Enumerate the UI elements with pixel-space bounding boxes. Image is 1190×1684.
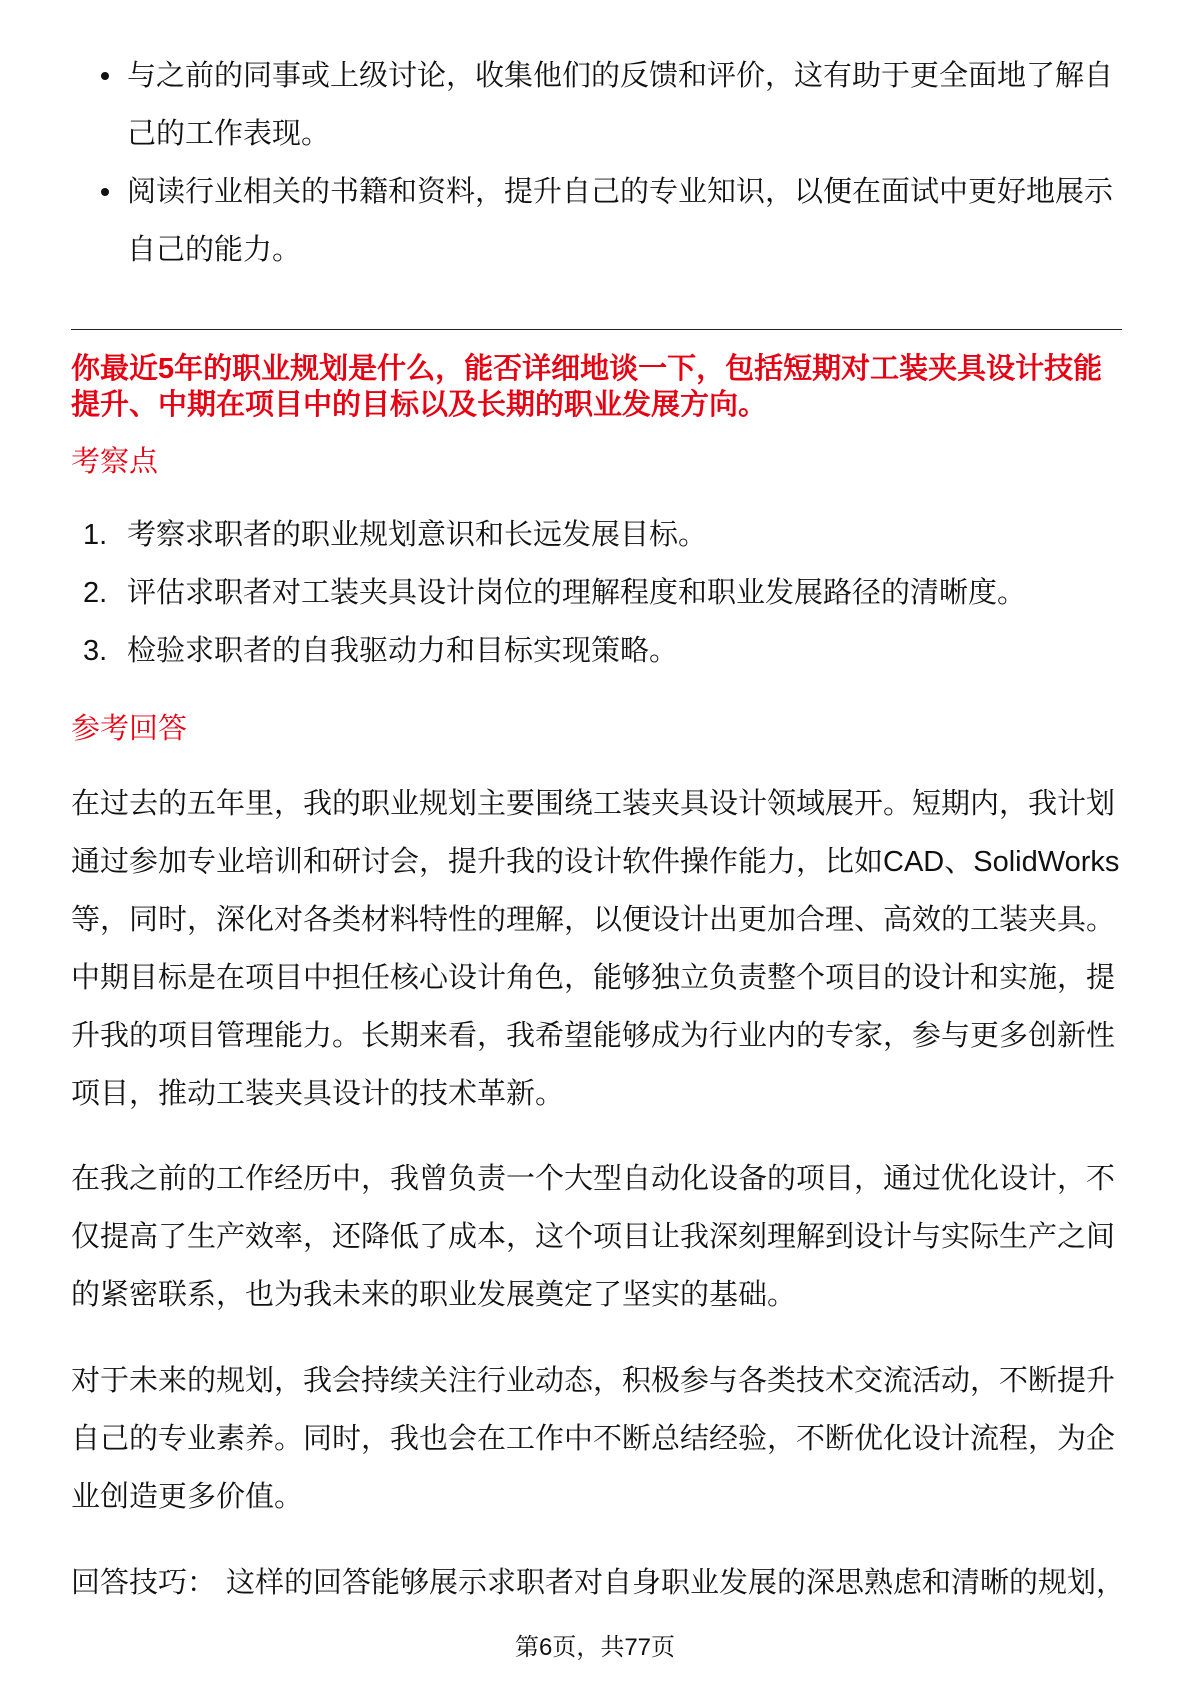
list-item xyxy=(71,47,1113,163)
list-item-text: 检验求职者的自我驱动力和目标实现策略。 xyxy=(127,635,679,667)
list-item xyxy=(71,506,1026,564)
kaocha-heading: 考察点 xyxy=(71,446,159,478)
bullet-text-line: 己的工作表现。 xyxy=(127,118,331,150)
paragraph-line: 自己的专业素养。同时，我也会在工作中不断总结经验，不断优化设计流程，为企 xyxy=(71,1423,1116,1455)
tips-text: 这样的回答能够展示求职者对自身职业发展的深思熟虑和清晰的规划， xyxy=(226,1567,1126,1599)
paragraph-line: 等，同时，深化对各类材料特性的理解，以便设计出更加合理、高效的工装夹具。 xyxy=(71,904,1116,936)
paragraph-line: 的紧密联系，也为我未来的职业发展奠定了坚实的基础。 xyxy=(71,1279,797,1311)
answer-paragraph xyxy=(71,775,1119,1123)
kaocha-list xyxy=(71,506,1026,680)
section-divider xyxy=(71,329,1122,330)
bullet-dot-icon xyxy=(101,188,109,196)
list-number: 2. xyxy=(83,577,108,609)
page-number: 第6页，共77页 xyxy=(514,1634,676,1661)
list-item-text: 评估求职者对工装夹具设计岗位的理解程度和职业发展路径的清晰度。 xyxy=(127,577,1027,609)
bullet-text-line: 与之前的同事或上级讨论，收集他们的反馈和评价，这有助于更全面地了解自 xyxy=(127,60,1114,92)
list-item xyxy=(71,564,1026,622)
list-number: 1. xyxy=(83,519,108,551)
answer-paragraph xyxy=(71,1150,1115,1324)
question-line: 你最近5年的职业规划是什么，能否详细地谈一下，包括短期对工装夹具设计技能 xyxy=(71,353,1103,385)
list-item xyxy=(71,622,1026,680)
bullet-list xyxy=(71,47,1113,279)
paragraph-line: 仅提高了生产效率，还降低了成本，这个项目让我深刻理解到设计与实际生产之间 xyxy=(71,1221,1116,1253)
question-line: 提升、中期在项目中的目标以及长期的职业发展方向。 xyxy=(71,389,768,421)
answer-heading: 参考回答 xyxy=(71,713,188,745)
bullet-text-line: 阅读行业相关的书籍和资料，提升自己的专业知识，以便在面试中更好地展示 xyxy=(127,176,1114,208)
answer-tips xyxy=(71,1554,1125,1612)
question-title xyxy=(71,351,1102,423)
paragraph-line: 通过参加专业培训和研讨会，提升我的设计软件操作能力，比如CAD、SolidWorks xyxy=(71,846,1120,878)
paragraph-line: 升我的项目管理能力。长期来看，我希望能够成为行业内的专家，参与更多创新性 xyxy=(71,1020,1116,1052)
paragraph-line: 在我之前的工作经历中，我曾负责一个大型自动化设备的项目，通过优化设计，不 xyxy=(71,1163,1116,1195)
bullet-text-line: 自己的能力。 xyxy=(127,234,302,266)
paragraph-line: 中期目标是在项目中担任核心设计角色，能够独立负责整个项目的设计和实施，提 xyxy=(71,962,1116,994)
paragraph-line: 对于未来的规划，我会持续关注行业动态，积极参与各类技术交流活动，不断提升 xyxy=(71,1365,1116,1397)
tips-label: 回答技巧： xyxy=(71,1567,217,1599)
list-item-text: 考察求职者的职业规划意识和长远发展目标。 xyxy=(127,519,708,551)
list-number: 3. xyxy=(83,635,108,667)
bullet-dot-icon xyxy=(101,72,109,80)
list-item xyxy=(71,163,1113,279)
paragraph-line: 项目，推动工装夹具设计的技术革新。 xyxy=(71,1078,565,1110)
paragraph-line: 在过去的五年里，我的职业规划主要围绕工装夹具设计领域展开。短期内，我计划 xyxy=(71,788,1116,820)
answer-paragraph xyxy=(71,1352,1115,1526)
paragraph-line: 业创造更多价值。 xyxy=(71,1481,304,1513)
